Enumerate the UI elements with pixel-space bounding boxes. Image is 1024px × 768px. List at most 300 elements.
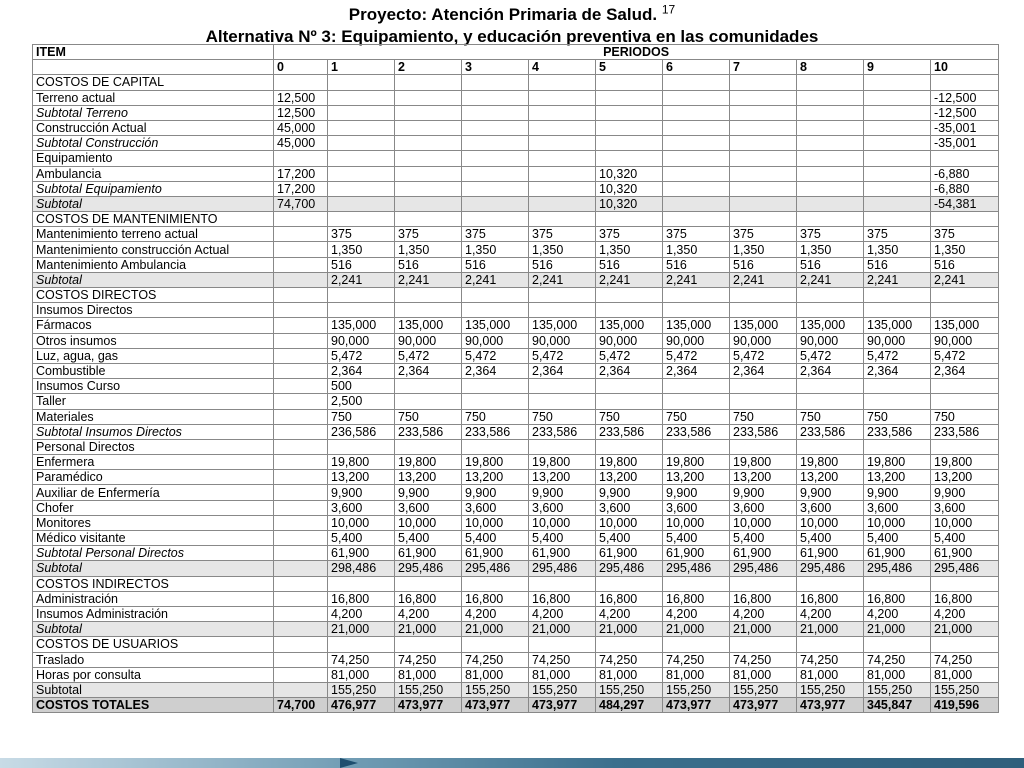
value-cell bbox=[797, 75, 864, 90]
row-label: Traslado bbox=[33, 652, 274, 667]
value-cell bbox=[797, 151, 864, 166]
value-cell: 74,250 bbox=[596, 652, 663, 667]
table-row bbox=[33, 576, 999, 591]
value-cell: 16,800 bbox=[529, 591, 596, 606]
value-cell: 375 bbox=[462, 227, 529, 242]
value-cell bbox=[663, 181, 730, 196]
value-cell bbox=[864, 120, 931, 135]
row-label: Fármacos bbox=[33, 318, 274, 333]
value-cell bbox=[529, 136, 596, 151]
value-cell: 473,977 bbox=[529, 698, 596, 713]
footer-arrow-icon bbox=[340, 758, 358, 768]
row-label: Subtotal Equipamiento bbox=[33, 181, 274, 196]
value-cell: 5,472 bbox=[864, 348, 931, 363]
value-cell: 12,500 bbox=[274, 90, 328, 105]
value-cell: 516 bbox=[730, 257, 797, 272]
value-cell bbox=[395, 196, 462, 211]
value-cell bbox=[931, 576, 999, 591]
value-cell bbox=[274, 303, 328, 318]
table-row bbox=[33, 652, 999, 667]
value-cell: 61,900 bbox=[596, 546, 663, 561]
value-cell bbox=[395, 303, 462, 318]
value-cell bbox=[730, 196, 797, 211]
value-cell: 13,200 bbox=[797, 470, 864, 485]
value-cell bbox=[529, 90, 596, 105]
value-cell bbox=[274, 379, 328, 394]
value-cell: 473,977 bbox=[663, 698, 730, 713]
value-cell bbox=[730, 288, 797, 303]
value-cell: 155,250 bbox=[462, 682, 529, 697]
value-cell bbox=[596, 303, 663, 318]
table-row bbox=[33, 242, 999, 257]
value-cell bbox=[328, 576, 395, 591]
table-row bbox=[33, 455, 999, 470]
value-cell bbox=[462, 181, 529, 196]
table-row bbox=[33, 622, 999, 637]
value-cell: 750 bbox=[931, 409, 999, 424]
value-cell: 74,700 bbox=[274, 698, 328, 713]
value-cell bbox=[730, 105, 797, 120]
value-cell: 90,000 bbox=[864, 333, 931, 348]
value-cell: 74,250 bbox=[797, 652, 864, 667]
value-cell: 21,000 bbox=[529, 622, 596, 637]
value-cell: 13,200 bbox=[395, 470, 462, 485]
period-header-5: 5 bbox=[596, 60, 663, 75]
value-cell bbox=[274, 515, 328, 530]
value-cell: 13,200 bbox=[596, 470, 663, 485]
value-cell: 295,486 bbox=[529, 561, 596, 576]
row-label: Administración bbox=[33, 591, 274, 606]
value-cell: 298,486 bbox=[328, 561, 395, 576]
value-cell bbox=[864, 151, 931, 166]
value-cell: -6,880 bbox=[931, 166, 999, 181]
table-row bbox=[33, 591, 999, 606]
row-label: Subtotal bbox=[33, 196, 274, 211]
value-cell: 3,600 bbox=[730, 500, 797, 515]
value-cell: 16,800 bbox=[931, 591, 999, 606]
value-cell bbox=[274, 151, 328, 166]
footnote-marker: 17 bbox=[661, 2, 676, 17]
value-cell: 516 bbox=[797, 257, 864, 272]
value-cell: 135,000 bbox=[529, 318, 596, 333]
value-cell bbox=[395, 212, 462, 227]
value-cell bbox=[328, 181, 395, 196]
value-cell: 2,241 bbox=[328, 272, 395, 287]
value-cell bbox=[663, 120, 730, 135]
value-cell: 3,600 bbox=[797, 500, 864, 515]
value-cell: 2,241 bbox=[864, 272, 931, 287]
value-cell bbox=[797, 181, 864, 196]
value-cell bbox=[864, 181, 931, 196]
value-cell bbox=[529, 75, 596, 90]
value-cell: 2,241 bbox=[395, 272, 462, 287]
value-cell: -12,500 bbox=[931, 105, 999, 120]
value-cell: 2,364 bbox=[864, 363, 931, 378]
row-label: Chofer bbox=[33, 500, 274, 515]
value-cell: 5,400 bbox=[931, 531, 999, 546]
value-cell bbox=[274, 561, 328, 576]
value-cell: 750 bbox=[395, 409, 462, 424]
value-cell bbox=[596, 105, 663, 120]
value-cell: 135,000 bbox=[395, 318, 462, 333]
table-row bbox=[33, 75, 999, 90]
value-cell bbox=[462, 90, 529, 105]
period-header-0: 0 bbox=[274, 60, 328, 75]
value-cell bbox=[274, 485, 328, 500]
value-cell bbox=[663, 394, 730, 409]
value-cell bbox=[730, 136, 797, 151]
table-row bbox=[33, 288, 999, 303]
footer-decor-bar bbox=[0, 758, 1024, 768]
value-cell bbox=[864, 379, 931, 394]
value-cell: 1,350 bbox=[596, 242, 663, 257]
header-row-titles bbox=[33, 45, 999, 60]
value-cell bbox=[462, 75, 529, 90]
value-cell: 295,486 bbox=[730, 561, 797, 576]
table-row bbox=[33, 136, 999, 151]
header-row-periods bbox=[33, 60, 999, 75]
value-cell: 90,000 bbox=[931, 333, 999, 348]
value-cell: 5,472 bbox=[931, 348, 999, 363]
item-header: ITEM bbox=[33, 45, 274, 60]
value-cell: 236,586 bbox=[328, 424, 395, 439]
value-cell bbox=[596, 90, 663, 105]
row-label: COSTOS INDIRECTOS bbox=[33, 576, 274, 591]
value-cell bbox=[274, 455, 328, 470]
value-cell: 4,200 bbox=[462, 606, 529, 621]
table-row bbox=[33, 500, 999, 515]
value-cell: 5,400 bbox=[462, 531, 529, 546]
value-cell: 500 bbox=[328, 379, 395, 394]
value-cell: 135,000 bbox=[462, 318, 529, 333]
value-cell: 5,400 bbox=[529, 531, 596, 546]
row-label: Subtotal Construcción bbox=[33, 136, 274, 151]
value-cell: 74,250 bbox=[328, 652, 395, 667]
table-row bbox=[33, 333, 999, 348]
table-row bbox=[33, 394, 999, 409]
value-cell: 9,900 bbox=[797, 485, 864, 500]
value-cell: 5,472 bbox=[462, 348, 529, 363]
period-header-3: 3 bbox=[462, 60, 529, 75]
value-cell bbox=[529, 212, 596, 227]
value-cell: 4,200 bbox=[797, 606, 864, 621]
value-cell bbox=[328, 439, 395, 454]
value-cell bbox=[529, 181, 596, 196]
value-cell: -6,880 bbox=[931, 181, 999, 196]
value-cell: -35,001 bbox=[931, 136, 999, 151]
value-cell bbox=[663, 90, 730, 105]
value-cell: 345,847 bbox=[864, 698, 931, 713]
value-cell: 16,800 bbox=[864, 591, 931, 606]
value-cell: 16,800 bbox=[395, 591, 462, 606]
value-cell bbox=[864, 136, 931, 151]
value-cell: 13,200 bbox=[462, 470, 529, 485]
value-cell bbox=[328, 90, 395, 105]
value-cell bbox=[462, 212, 529, 227]
value-cell bbox=[529, 379, 596, 394]
row-label: Horas por consulta bbox=[33, 667, 274, 682]
value-cell bbox=[596, 576, 663, 591]
value-cell bbox=[663, 166, 730, 181]
value-cell: 90,000 bbox=[663, 333, 730, 348]
value-cell bbox=[931, 637, 999, 652]
value-cell: 155,250 bbox=[797, 682, 864, 697]
value-cell bbox=[931, 439, 999, 454]
value-cell bbox=[274, 333, 328, 348]
value-cell: 4,200 bbox=[931, 606, 999, 621]
row-label: Insumos Curso bbox=[33, 379, 274, 394]
value-cell bbox=[462, 136, 529, 151]
value-cell: 90,000 bbox=[462, 333, 529, 348]
value-cell bbox=[797, 439, 864, 454]
value-cell bbox=[395, 181, 462, 196]
value-cell: 2,364 bbox=[931, 363, 999, 378]
value-cell: 473,977 bbox=[395, 698, 462, 713]
value-cell: 3,600 bbox=[462, 500, 529, 515]
value-cell bbox=[462, 151, 529, 166]
row-label: Materiales bbox=[33, 409, 274, 424]
value-cell: 9,900 bbox=[395, 485, 462, 500]
value-cell: 81,000 bbox=[596, 667, 663, 682]
value-cell: 2,364 bbox=[462, 363, 529, 378]
value-cell: 81,000 bbox=[328, 667, 395, 682]
value-cell bbox=[274, 682, 328, 697]
value-cell: 45,000 bbox=[274, 136, 328, 151]
value-cell: -35,001 bbox=[931, 120, 999, 135]
value-cell: 2,500 bbox=[328, 394, 395, 409]
value-cell: 9,900 bbox=[328, 485, 395, 500]
value-cell: 81,000 bbox=[797, 667, 864, 682]
value-cell bbox=[529, 303, 596, 318]
value-cell bbox=[274, 227, 328, 242]
value-cell bbox=[864, 637, 931, 652]
table-row bbox=[33, 606, 999, 621]
value-cell: 155,250 bbox=[663, 682, 730, 697]
value-cell: 135,000 bbox=[797, 318, 864, 333]
value-cell bbox=[797, 394, 864, 409]
value-cell bbox=[274, 637, 328, 652]
value-cell: 2,364 bbox=[596, 363, 663, 378]
value-cell: 61,900 bbox=[328, 546, 395, 561]
value-cell bbox=[596, 120, 663, 135]
value-cell bbox=[931, 288, 999, 303]
value-cell: 2,241 bbox=[931, 272, 999, 287]
row-label: Subtotal bbox=[33, 622, 274, 637]
row-label: Mantenimiento terreno actual bbox=[33, 227, 274, 242]
table-row bbox=[33, 90, 999, 105]
value-cell bbox=[730, 212, 797, 227]
period-header-1: 1 bbox=[328, 60, 395, 75]
value-cell: 9,900 bbox=[663, 485, 730, 500]
value-cell: 3,600 bbox=[395, 500, 462, 515]
table-row bbox=[33, 212, 999, 227]
value-cell: 21,000 bbox=[864, 622, 931, 637]
table-row bbox=[33, 439, 999, 454]
value-cell: -54,381 bbox=[931, 196, 999, 211]
value-cell: 81,000 bbox=[395, 667, 462, 682]
value-cell: 5,472 bbox=[395, 348, 462, 363]
value-cell: 17,200 bbox=[274, 181, 328, 196]
value-cell: 750 bbox=[730, 409, 797, 424]
value-cell: 295,486 bbox=[462, 561, 529, 576]
value-cell: 3,600 bbox=[328, 500, 395, 515]
row-label: Otros insumos bbox=[33, 333, 274, 348]
value-cell: 61,900 bbox=[529, 546, 596, 561]
value-cell bbox=[663, 136, 730, 151]
value-cell bbox=[864, 394, 931, 409]
value-cell bbox=[596, 637, 663, 652]
value-cell bbox=[274, 667, 328, 682]
value-cell: 19,800 bbox=[797, 455, 864, 470]
value-cell bbox=[663, 212, 730, 227]
table-row bbox=[33, 698, 999, 713]
value-cell: 4,200 bbox=[395, 606, 462, 621]
value-cell bbox=[274, 652, 328, 667]
value-cell bbox=[663, 105, 730, 120]
value-cell bbox=[274, 409, 328, 424]
value-cell bbox=[730, 637, 797, 652]
value-cell: 4,200 bbox=[328, 606, 395, 621]
value-cell bbox=[864, 288, 931, 303]
value-cell: 3,600 bbox=[663, 500, 730, 515]
value-cell bbox=[730, 90, 797, 105]
value-cell: 5,400 bbox=[663, 531, 730, 546]
value-cell bbox=[274, 257, 328, 272]
period-header-4: 4 bbox=[529, 60, 596, 75]
value-cell: 1,350 bbox=[328, 242, 395, 257]
value-cell bbox=[462, 196, 529, 211]
table-row bbox=[33, 181, 999, 196]
value-cell bbox=[395, 576, 462, 591]
value-cell bbox=[328, 196, 395, 211]
table-row bbox=[33, 531, 999, 546]
value-cell: 10,000 bbox=[663, 515, 730, 530]
value-cell: 21,000 bbox=[663, 622, 730, 637]
value-cell bbox=[797, 637, 864, 652]
value-cell: 233,586 bbox=[730, 424, 797, 439]
value-cell bbox=[395, 75, 462, 90]
value-cell: 375 bbox=[596, 227, 663, 242]
value-cell: 10,000 bbox=[797, 515, 864, 530]
row-label: Subtotal bbox=[33, 561, 274, 576]
value-cell bbox=[274, 212, 328, 227]
value-cell: 19,800 bbox=[462, 455, 529, 470]
value-cell bbox=[931, 394, 999, 409]
value-cell: 16,800 bbox=[730, 591, 797, 606]
value-cell: 2,241 bbox=[663, 272, 730, 287]
value-cell: 19,800 bbox=[596, 455, 663, 470]
value-cell bbox=[663, 637, 730, 652]
value-cell bbox=[274, 591, 328, 606]
row-label: Taller bbox=[33, 394, 274, 409]
value-cell: 2,241 bbox=[730, 272, 797, 287]
table-row bbox=[33, 561, 999, 576]
value-cell: 2,364 bbox=[730, 363, 797, 378]
value-cell: 516 bbox=[529, 257, 596, 272]
title-line-1: Proyecto: Atención Primaria de Salud. bbox=[348, 5, 658, 24]
value-cell: 516 bbox=[596, 257, 663, 272]
row-label: Equipamiento bbox=[33, 151, 274, 166]
row-label: Luz, agua, gas bbox=[33, 348, 274, 363]
value-cell bbox=[328, 166, 395, 181]
value-cell bbox=[864, 105, 931, 120]
period-header-8: 8 bbox=[797, 60, 864, 75]
value-cell: 1,350 bbox=[529, 242, 596, 257]
value-cell bbox=[797, 576, 864, 591]
value-cell: 516 bbox=[663, 257, 730, 272]
row-label: Mantenimiento Ambulancia bbox=[33, 257, 274, 272]
value-cell bbox=[328, 212, 395, 227]
value-cell bbox=[395, 105, 462, 120]
value-cell: 61,900 bbox=[663, 546, 730, 561]
value-cell: 473,977 bbox=[462, 698, 529, 713]
value-cell: 1,350 bbox=[730, 242, 797, 257]
table-row bbox=[33, 318, 999, 333]
value-cell: 10,000 bbox=[328, 515, 395, 530]
value-cell: 750 bbox=[328, 409, 395, 424]
value-cell bbox=[328, 136, 395, 151]
table-row bbox=[33, 485, 999, 500]
value-cell: 81,000 bbox=[931, 667, 999, 682]
value-cell bbox=[864, 576, 931, 591]
value-cell: 419,596 bbox=[931, 698, 999, 713]
value-cell: 233,586 bbox=[931, 424, 999, 439]
value-cell: 16,800 bbox=[663, 591, 730, 606]
value-cell: 375 bbox=[864, 227, 931, 242]
value-cell: 4,200 bbox=[529, 606, 596, 621]
value-cell: 135,000 bbox=[663, 318, 730, 333]
row-label: COSTOS DE MANTENIMIENTO bbox=[33, 212, 274, 227]
value-cell: 295,486 bbox=[663, 561, 730, 576]
value-cell: 2,364 bbox=[529, 363, 596, 378]
value-cell bbox=[864, 75, 931, 90]
value-cell bbox=[274, 622, 328, 637]
value-cell bbox=[663, 379, 730, 394]
value-cell bbox=[864, 439, 931, 454]
table-row bbox=[33, 348, 999, 363]
value-cell bbox=[864, 90, 931, 105]
value-cell bbox=[462, 120, 529, 135]
value-cell: 74,250 bbox=[931, 652, 999, 667]
value-cell bbox=[931, 212, 999, 227]
value-cell: 233,586 bbox=[864, 424, 931, 439]
row-label: Subtotal bbox=[33, 272, 274, 287]
value-cell: 74,250 bbox=[663, 652, 730, 667]
value-cell bbox=[864, 212, 931, 227]
period-header-2: 2 bbox=[395, 60, 462, 75]
value-cell: 516 bbox=[328, 257, 395, 272]
row-label: Enfermera bbox=[33, 455, 274, 470]
value-cell bbox=[462, 439, 529, 454]
value-cell: 5,472 bbox=[328, 348, 395, 363]
value-cell bbox=[395, 90, 462, 105]
value-cell: 19,800 bbox=[395, 455, 462, 470]
value-cell bbox=[274, 500, 328, 515]
value-cell: 750 bbox=[596, 409, 663, 424]
value-cell: 155,250 bbox=[529, 682, 596, 697]
value-cell: 10,000 bbox=[395, 515, 462, 530]
table-row bbox=[33, 257, 999, 272]
period-header-6: 6 bbox=[663, 60, 730, 75]
value-cell bbox=[864, 196, 931, 211]
value-cell: 135,000 bbox=[864, 318, 931, 333]
value-cell: 13,200 bbox=[328, 470, 395, 485]
row-label: Subtotal Insumos Directos bbox=[33, 424, 274, 439]
value-cell: 233,586 bbox=[529, 424, 596, 439]
value-cell bbox=[529, 288, 596, 303]
value-cell: 9,900 bbox=[864, 485, 931, 500]
value-cell bbox=[328, 120, 395, 135]
